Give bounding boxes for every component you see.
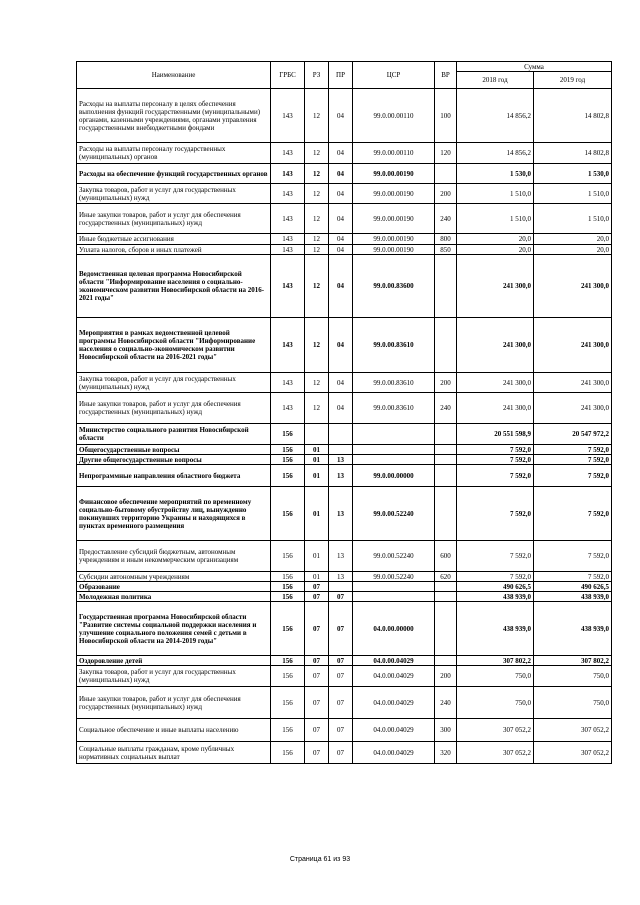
table-row <box>77 164 612 184</box>
cell-vr: 240 <box>435 687 457 719</box>
cell-name: Закупка товаров, работ и услуг для государственных (муниципальных) нужд <box>77 373 271 393</box>
cell-sum-2019: 14 802,8 <box>534 143 612 164</box>
cell-pr: 13 <box>329 572 353 582</box>
cell-sum-2019: 20,0 <box>534 234 612 245</box>
cell-csr: 99.0.00.00190 <box>353 245 435 255</box>
table-row <box>77 445 612 455</box>
cell-grbs: 156 <box>271 424 305 445</box>
cell-csr: 99.0.00.83610 <box>353 318 435 373</box>
cell-csr: 99.0.00.00000 <box>353 465 435 487</box>
cell-csr: 99.0.00.52240 <box>353 541 435 572</box>
cell-csr <box>353 445 435 455</box>
cell-sum-2019: 14 802,8 <box>534 89 612 143</box>
cell-csr <box>353 455 435 465</box>
cell-name: Расходы на выплаты персоналу в целях обеспечения выполнения функций государственными (муниципальными) органами, казенными учреждениями, органами управления государственными внебюджетными фондами <box>77 89 271 143</box>
cell-sum-2018: 241 300,0 <box>457 318 534 373</box>
cell-vr <box>435 656 457 666</box>
cell-vr: 200 <box>435 373 457 393</box>
cell-sum-2018: 241 300,0 <box>457 255 534 318</box>
cell-pr: 13 <box>329 541 353 572</box>
cell-vr <box>435 424 457 445</box>
cell-csr: 99.0.00.83610 <box>353 373 435 393</box>
cell-pr: 13 <box>329 455 353 465</box>
cell-grbs: 143 <box>271 393 305 424</box>
cell-sum-2019: 1 530,0 <box>534 164 612 184</box>
cell-sum-2019: 438 939,0 <box>534 592 612 602</box>
cell-vr: 300 <box>435 719 457 742</box>
cell-sum-2018: 7 592,0 <box>457 487 534 541</box>
cell-vr <box>435 445 457 455</box>
cell-sum-2019: 241 300,0 <box>534 373 612 393</box>
cell-rz: 07 <box>305 592 329 602</box>
cell-sum-2019: 7 592,0 <box>534 572 612 582</box>
table-row <box>77 245 612 255</box>
cell-sum-2018: 490 626,5 <box>457 582 534 592</box>
cell-rz: 01 <box>305 445 329 455</box>
table-row <box>77 487 612 541</box>
cell-csr: 04.0.00.04029 <box>353 666 435 687</box>
cell-sum-2019: 7 592,0 <box>534 487 612 541</box>
cell-grbs: 156 <box>271 445 305 455</box>
cell-name: Иные закупки товаров, работ и услуг для обеспечения государственных (муниципальных) нужд <box>77 204 271 234</box>
table-row <box>77 582 612 592</box>
cell-grbs: 143 <box>271 143 305 164</box>
cell-name: Расходы на выплаты персоналу государственных (муниципальных) органов <box>77 143 271 164</box>
table-row <box>77 455 612 465</box>
table-row <box>77 204 612 234</box>
cell-csr: 99.0.00.00110 <box>353 143 435 164</box>
table-row <box>77 89 612 143</box>
header-sum: Сумма <box>457 62 612 72</box>
cell-pr: 04 <box>329 184 353 204</box>
cell-pr: 07 <box>329 742 353 764</box>
cell-sum-2018: 307 052,2 <box>457 742 534 764</box>
table-row <box>77 424 612 445</box>
cell-sum-2019: 7 592,0 <box>534 541 612 572</box>
cell-name: Мероприятия в рамках ведомственной целевой программы Новосибирской области "Информирование населения о социально-экономическом развитии Новосибирской области на 2016-2021 годы" <box>77 318 271 373</box>
cell-csr: 99.0.00.52240 <box>353 572 435 582</box>
cell-vr: 100 <box>435 89 457 143</box>
cell-csr: 04.0.00.04029 <box>353 656 435 666</box>
cell-name: Оздоровление детей <box>77 656 271 666</box>
header-year-2018: 2018 год <box>457 72 534 89</box>
cell-sum-2019: 438 939,0 <box>534 602 612 656</box>
cell-grbs: 156 <box>271 487 305 541</box>
cell-csr <box>353 592 435 602</box>
cell-name: Расходы на обеспечение функций государственных органов <box>77 164 271 184</box>
cell-vr <box>435 487 457 541</box>
cell-name: Социальное обеспечение и иные выплаты населению <box>77 719 271 742</box>
cell-sum-2018: 7 592,0 <box>457 465 534 487</box>
table-row <box>77 373 612 393</box>
cell-grbs: 143 <box>271 164 305 184</box>
cell-rz: 12 <box>305 234 329 245</box>
cell-name: Иные закупки товаров, работ и услуг для обеспечения государственных (муниципальных) нужд <box>77 393 271 424</box>
cell-rz: 01 <box>305 541 329 572</box>
cell-grbs: 156 <box>271 465 305 487</box>
cell-vr: 600 <box>435 541 457 572</box>
cell-sum-2019: 7 592,0 <box>534 455 612 465</box>
cell-grbs: 143 <box>271 245 305 255</box>
cell-rz: 01 <box>305 455 329 465</box>
cell-sum-2019: 241 300,0 <box>534 318 612 373</box>
cell-rz: 01 <box>305 487 329 541</box>
cell-sum-2018: 7 592,0 <box>457 445 534 455</box>
cell-vr <box>435 602 457 656</box>
cell-sum-2018: 750,0 <box>457 666 534 687</box>
table-row <box>77 742 612 764</box>
cell-rz: 01 <box>305 572 329 582</box>
cell-sum-2019: 241 300,0 <box>534 255 612 318</box>
cell-name: Закупка товаров, работ и услуг для государственных (муниципальных) нужд <box>77 666 271 687</box>
cell-name: Закупка товаров, работ и услуг для государственных (муниципальных) нужд <box>77 184 271 204</box>
cell-vr: 850 <box>435 245 457 255</box>
cell-sum-2019: 750,0 <box>534 687 612 719</box>
table-row <box>77 184 612 204</box>
cell-rz: 07 <box>305 719 329 742</box>
cell-pr: 07 <box>329 666 353 687</box>
cell-rz: 12 <box>305 143 329 164</box>
table-row <box>77 393 612 424</box>
cell-grbs: 156 <box>271 541 305 572</box>
page-number: Страница 61 из 93 <box>289 856 351 863</box>
cell-rz: 12 <box>305 204 329 234</box>
cell-name: Общегосударственные вопросы <box>77 445 271 455</box>
cell-sum-2018: 1 530,0 <box>457 164 534 184</box>
cell-vr <box>435 318 457 373</box>
cell-name: Предоставление субсидий бюджетным, автономным учреждениям и иным некоммерческим организациям <box>77 541 271 572</box>
cell-grbs: 156 <box>271 602 305 656</box>
cell-rz: 12 <box>305 373 329 393</box>
table-row <box>77 255 612 318</box>
cell-grbs: 143 <box>271 89 305 143</box>
cell-sum-2019: 20 547 972,2 <box>534 424 612 445</box>
table-row <box>77 592 612 602</box>
cell-sum-2018: 307 802,2 <box>457 656 534 666</box>
cell-name: Ведомственная целевая программа Новосибирской области "Информирование населения о социально-экономическом развитии Новосибирской области на 2016-2021 годы" <box>77 255 271 318</box>
cell-csr <box>353 424 435 445</box>
cell-pr: 07 <box>329 719 353 742</box>
cell-name: Непрограммные направления областного бюджета <box>77 465 271 487</box>
cell-pr: 04 <box>329 234 353 245</box>
table-row <box>77 572 612 582</box>
cell-grbs: 156 <box>271 455 305 465</box>
cell-grbs: 143 <box>271 184 305 204</box>
cell-pr: 13 <box>329 487 353 541</box>
cell-vr: 200 <box>435 666 457 687</box>
cell-sum-2018: 7 592,0 <box>457 541 534 572</box>
cell-pr: 04 <box>329 204 353 234</box>
cell-csr: 04.0.00.04029 <box>353 719 435 742</box>
cell-pr: 07 <box>329 602 353 656</box>
cell-rz: 07 <box>305 687 329 719</box>
cell-csr: 99.0.00.00190 <box>353 164 435 184</box>
cell-pr <box>329 582 353 592</box>
cell-name: Другие общегосударственные вопросы <box>77 455 271 465</box>
cell-csr: 04.0.00.04029 <box>353 687 435 719</box>
cell-vr: 240 <box>435 204 457 234</box>
cell-rz: 07 <box>305 602 329 656</box>
cell-csr: 99.0.00.00190 <box>353 234 435 245</box>
cell-vr <box>435 455 457 465</box>
cell-name: Государственная программа Новосибирской области "Развитие системы социальной поддержки населения и улучшение социального положения семей с детьми в Новосибирской области на 2014-2019 годы" <box>77 602 271 656</box>
table-row <box>77 234 612 245</box>
header-rz: РЗ <box>305 62 329 89</box>
cell-pr <box>329 445 353 455</box>
cell-csr: 04.0.00.00000 <box>353 602 435 656</box>
cell-rz: 12 <box>305 89 329 143</box>
cell-sum-2018: 241 300,0 <box>457 373 534 393</box>
cell-sum-2018: 20 551 598,9 <box>457 424 534 445</box>
header-grbs: ГРБС <box>271 62 305 89</box>
cell-rz: 12 <box>305 164 329 184</box>
cell-name: Иные закупки товаров, работ и услуг для обеспечения государственных (муниципальных) нужд <box>77 687 271 719</box>
cell-grbs: 156 <box>271 687 305 719</box>
cell-sum-2019: 750,0 <box>534 666 612 687</box>
cell-grbs: 156 <box>271 582 305 592</box>
header-pr: ПР <box>329 62 353 89</box>
cell-grbs: 156 <box>271 592 305 602</box>
cell-sum-2019: 1 510,0 <box>534 204 612 234</box>
cell-rz: 12 <box>305 318 329 373</box>
cell-rz: 07 <box>305 666 329 687</box>
cell-pr: 07 <box>329 656 353 666</box>
cell-rz: 07 <box>305 582 329 592</box>
cell-sum-2019: 7 592,0 <box>534 445 612 455</box>
cell-sum-2019: 307 802,2 <box>534 656 612 666</box>
cell-name: Молодежная политика <box>77 592 271 602</box>
cell-vr: 800 <box>435 234 457 245</box>
cell-pr: 04 <box>329 143 353 164</box>
cell-sum-2018: 20,0 <box>457 245 534 255</box>
cell-csr: 99.0.00.00110 <box>353 89 435 143</box>
cell-grbs: 143 <box>271 255 305 318</box>
cell-sum-2018: 307 052,2 <box>457 719 534 742</box>
cell-grbs: 156 <box>271 572 305 582</box>
cell-pr: 04 <box>329 373 353 393</box>
cell-sum-2018: 14 856,2 <box>457 143 534 164</box>
cell-name: Образование <box>77 582 271 592</box>
cell-grbs: 156 <box>271 656 305 666</box>
header-csr: ЦСР <box>353 62 435 89</box>
cell-vr: 200 <box>435 184 457 204</box>
header-year-2019: 2019 год <box>534 72 612 89</box>
cell-csr <box>353 582 435 592</box>
cell-sum-2018: 438 939,0 <box>457 592 534 602</box>
cell-grbs: 156 <box>271 719 305 742</box>
cell-pr: 13 <box>329 465 353 487</box>
cell-grbs: 143 <box>271 318 305 373</box>
cell-rz: 07 <box>305 656 329 666</box>
table-row <box>77 687 612 719</box>
table-row <box>77 602 612 656</box>
cell-pr: 04 <box>329 164 353 184</box>
cell-pr: 04 <box>329 318 353 373</box>
cell-csr: 99.0.00.83600 <box>353 255 435 318</box>
cell-sum-2019: 307 052,2 <box>534 719 612 742</box>
header-name: Наименование <box>77 62 271 89</box>
cell-grbs: 143 <box>271 204 305 234</box>
cell-sum-2018: 241 300,0 <box>457 393 534 424</box>
table-row <box>77 465 612 487</box>
cell-sum-2019: 20,0 <box>534 245 612 255</box>
table-row <box>77 143 612 164</box>
cell-grbs: 156 <box>271 742 305 764</box>
cell-grbs: 156 <box>271 666 305 687</box>
cell-vr <box>435 255 457 318</box>
cell-rz: 12 <box>305 184 329 204</box>
cell-sum-2018: 438 939,0 <box>457 602 534 656</box>
cell-rz: 12 <box>305 255 329 318</box>
cell-vr: 120 <box>435 143 457 164</box>
cell-csr: 99.0.00.83610 <box>353 393 435 424</box>
cell-rz <box>305 424 329 445</box>
cell-sum-2018: 20,0 <box>457 234 534 245</box>
cell-sum-2018: 750,0 <box>457 687 534 719</box>
cell-rz: 12 <box>305 245 329 255</box>
cell-sum-2019: 241 300,0 <box>534 393 612 424</box>
cell-sum-2019: 307 052,2 <box>534 742 612 764</box>
cell-pr: 04 <box>329 245 353 255</box>
budget-table <box>76 61 612 764</box>
table-row <box>77 656 612 666</box>
cell-name: Уплата налогов, сборов и иных платежей <box>77 245 271 255</box>
table-row <box>77 719 612 742</box>
cell-rz: 12 <box>305 393 329 424</box>
cell-grbs: 143 <box>271 373 305 393</box>
cell-csr: 99.0.00.00190 <box>353 204 435 234</box>
cell-vr: 240 <box>435 393 457 424</box>
cell-sum-2019: 7 592,0 <box>534 465 612 487</box>
table-row <box>77 318 612 373</box>
table-row <box>77 541 612 572</box>
cell-name: Финансовое обеспечение мероприятий по временному социально-бытовому обустройству лиц, вынужденно покинувших территорию Украины и находящихся в пунктах временного размещения <box>77 487 271 541</box>
cell-sum-2018: 1 510,0 <box>457 204 534 234</box>
table-row <box>77 666 612 687</box>
cell-sum-2018: 7 592,0 <box>457 572 534 582</box>
cell-csr: 04.0.00.04029 <box>353 742 435 764</box>
cell-rz: 07 <box>305 742 329 764</box>
cell-csr: 99.0.00.00190 <box>353 184 435 204</box>
cell-pr: 04 <box>329 393 353 424</box>
cell-csr: 99.0.00.52240 <box>353 487 435 541</box>
cell-vr <box>435 592 457 602</box>
cell-vr <box>435 465 457 487</box>
cell-name: Социальные выплаты гражданам, кроме публичных нормативных социальных выплат <box>77 742 271 764</box>
cell-pr: 04 <box>329 89 353 143</box>
budget-table-body <box>77 89 612 764</box>
cell-sum-2018: 7 592,0 <box>457 455 534 465</box>
cell-sum-2019: 490 626,5 <box>534 582 612 592</box>
cell-vr: 320 <box>435 742 457 764</box>
cell-sum-2018: 1 510,0 <box>457 184 534 204</box>
cell-pr: 07 <box>329 687 353 719</box>
cell-rz: 01 <box>305 465 329 487</box>
cell-pr <box>329 424 353 445</box>
cell-vr <box>435 164 457 184</box>
cell-name: Иные бюджетные ассигнования <box>77 234 271 245</box>
cell-sum-2018: 14 856,2 <box>457 89 534 143</box>
cell-sum-2019: 1 510,0 <box>534 184 612 204</box>
cell-vr: 620 <box>435 572 457 582</box>
cell-name: Министерство социального развития Новосибирской области <box>77 424 271 445</box>
header-vr: ВР <box>435 62 457 89</box>
cell-pr: 04 <box>329 255 353 318</box>
cell-pr: 07 <box>329 592 353 602</box>
cell-vr <box>435 582 457 592</box>
cell-name: Субсидии автономным учреждениям <box>77 572 271 582</box>
cell-grbs: 143 <box>271 234 305 245</box>
